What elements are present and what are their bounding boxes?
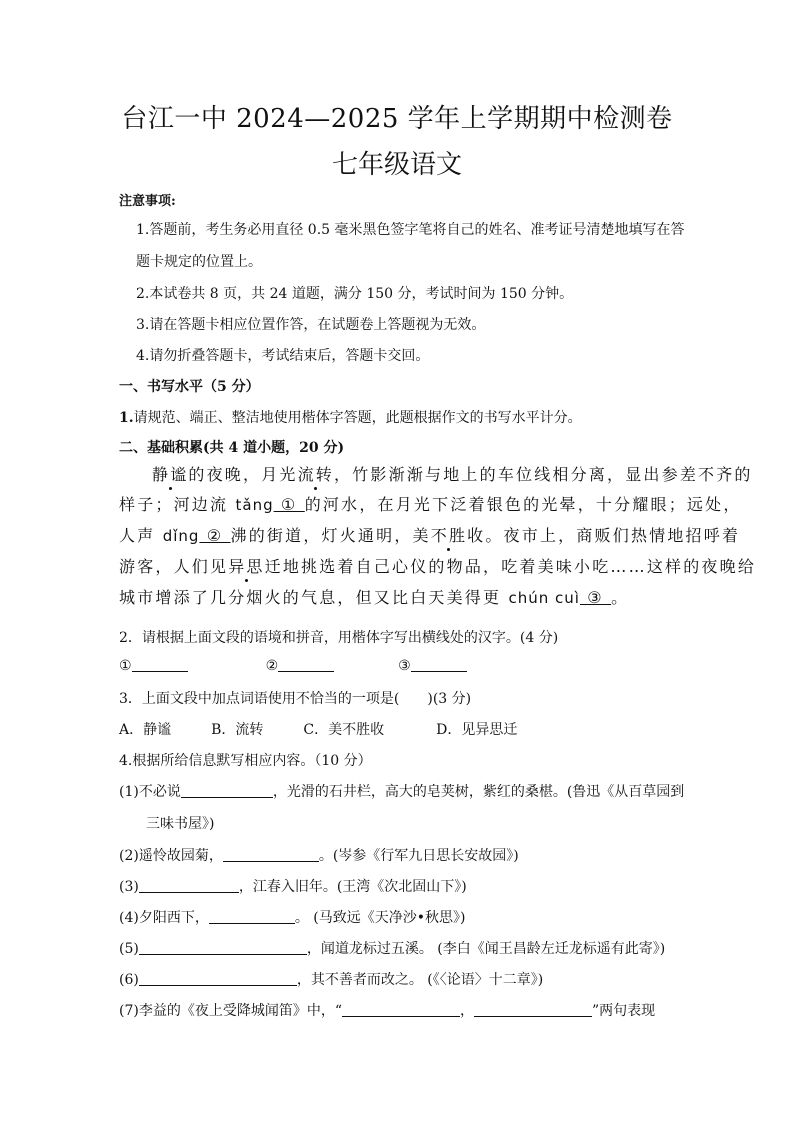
dotted-word-liuzhuan: 流转	[298, 462, 334, 485]
blank-3: ③	[579, 588, 612, 607]
passage-line-3: 人声 dǐng ② 沸的街道，灯火通明，美不胜收。夜市上，商贩们热情地招呼着	[119, 523, 740, 546]
exam-title: 台江一中 2024—2025 学年上学期期中检测卷	[121, 104, 673, 134]
q4-blank-7b[interactable]	[474, 1002, 592, 1017]
blank-1: ①	[273, 495, 305, 514]
question-2-blanks: ① ② ③	[119, 657, 467, 674]
q4-item-1-cont: 三味书屋》)	[146, 816, 215, 832]
passage-line-4: 游客，人们见异思迁地挑选着自己心仪的物品，吃着美味小吃……这样的夜晚给	[119, 554, 756, 577]
pinyin-ding: dǐng	[162, 527, 200, 545]
question-3-options	[119, 719, 517, 739]
section1-heading: 一、书写水平（5 分）	[119, 379, 260, 395]
question-4: 4.根据所给信息默写相应内容。（10 分）	[119, 753, 372, 769]
q4-item-4: (4)夕阳西下， 。 (马致远《天净沙•秋思》)	[119, 910, 466, 926]
blank-2: ②	[199, 526, 231, 545]
question-3: 3．上面文段中加点词语使用不恰当的一项是( )(3 分)	[119, 691, 472, 707]
question-2: 2．请根据上面文段的语境和拼音，用楷体字写出横线处的汉字。(4 分)	[119, 630, 559, 646]
q4-item-6: (6) ，其不善者而改之。 (《〈论语〉十二章》)	[119, 972, 544, 988]
option-b: B．流转	[211, 722, 264, 738]
passage-line-1: 静谧的夜晚，月光流转，竹影渐渐与地上的车位线相分离，显出参差不齐的	[152, 462, 753, 485]
q4-blank-6[interactable]	[139, 971, 297, 986]
pinyin-chuncui: chún cuì	[508, 589, 580, 607]
notice-item-1: 1.答题前，考生务必用直径 0.5 毫米黑色签字笔将自己的姓名、准考证号清楚地填写在答	[136, 222, 685, 238]
question-1-text: 请规范、端正、整洁地使用楷体字答题，此题根据作文的书写水平计分。	[133, 410, 582, 426]
q4-blank-3[interactable]	[139, 878, 239, 893]
question-1	[119, 407, 582, 427]
question-1-number: 1.	[119, 410, 134, 426]
notice-item-1-cont: 题卡规定的位置上。	[136, 254, 262, 270]
q4-item-5: (5) ，闻道龙标过五溪。 (李白《闻王昌龄左迁龙标遥有此寄》)	[119, 941, 666, 957]
answer-blank-3[interactable]	[411, 657, 467, 672]
q4-blank-2[interactable]	[223, 847, 319, 862]
answer-blank-1[interactable]	[132, 657, 188, 672]
passage-line-2: 样子；河边流 tǎng ① 的河水，在月光下泛着银色的光晕，十分耀眼；远处，	[119, 495, 742, 514]
notice-heading: 注意事项:	[119, 194, 176, 209]
q4-blank-5[interactable]	[139, 940, 307, 955]
q4-blank-7a[interactable]	[342, 1002, 460, 1017]
q4-blank-1[interactable]	[181, 783, 273, 798]
dotted-word-jianyisiqian: 见异思迁	[210, 554, 283, 577]
option-d: D．见异思迁	[436, 722, 518, 738]
q4-item-2: (2)遥怜故园菊， 。(岑参《行军九日思长安故园》)	[119, 848, 519, 864]
option-a: A．静谧	[119, 722, 172, 738]
pinyin-tang: tǎng	[235, 496, 274, 514]
option-c: C．美不胜收	[303, 722, 385, 738]
answer-blank-2[interactable]	[278, 657, 334, 672]
notice-item-4: 4.请勿折叠答题卡，考试结束后，答题卡交回。	[136, 348, 430, 364]
dotted-word-meibushengshou: 美不胜收	[413, 523, 486, 546]
section2-heading: 二、基础积累(共 4 道小题，20 分)	[119, 440, 345, 456]
q4-item-3: (3) ，江春入旧年。(王湾《次北固山下》)	[119, 879, 467, 895]
dotted-word-jingmi: 静谧	[152, 462, 188, 485]
notice-item-3: 3.请在答题卡相应位置作答，在试题卷上答题视为无效。	[136, 317, 486, 333]
q4-item-1: (1)不必说 ，光滑的石井栏，高大的皂荚树，紫红的桑椹。(鲁迅《从百草园到	[119, 784, 685, 800]
q4-blank-4[interactable]	[209, 909, 295, 924]
exam-subtitle: 七年级语文	[331, 150, 462, 180]
passage-line-5: 城市增添了几分烟火的气息，但又比白天美得更 chún cuì ③ 。	[119, 588, 630, 607]
notice-item-2: 2.本试卷共 8 页，共 24 道题，满分 150 分，考试时间为 150 分钟。	[136, 286, 574, 302]
q4-item-7: (7)李益的《夜上受降城闻笛》中，“ ， ”两句表现	[119, 1003, 656, 1019]
